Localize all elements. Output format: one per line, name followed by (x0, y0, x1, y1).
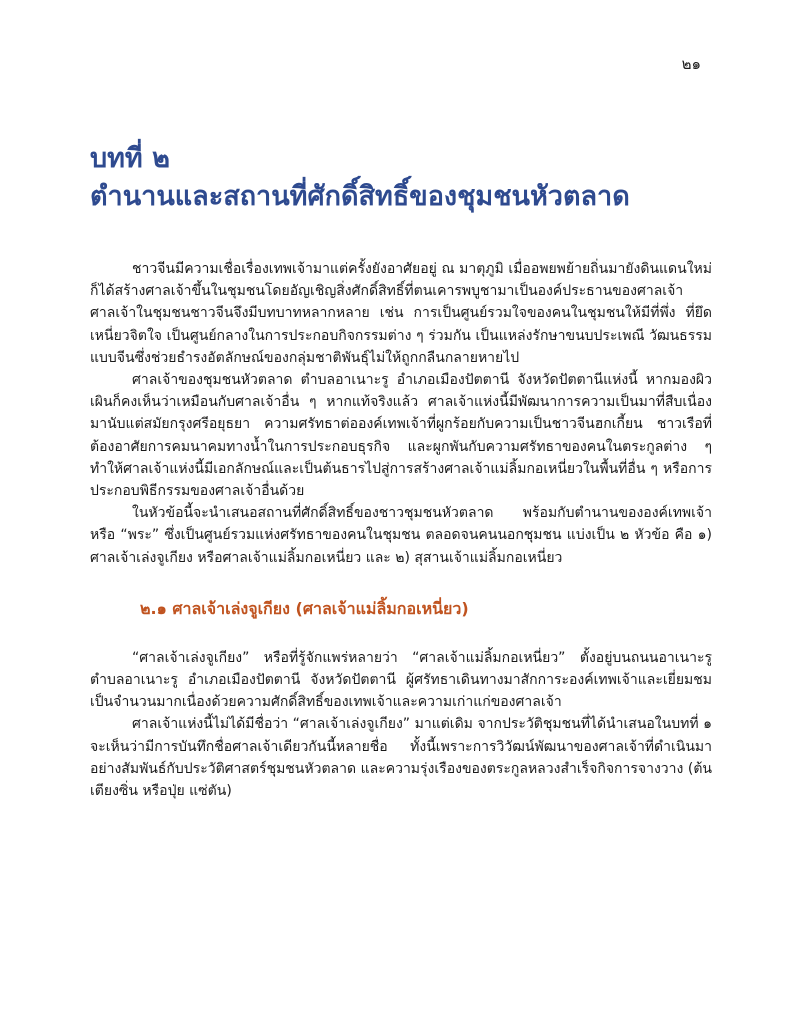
chapter-heading (90, 140, 730, 216)
section-heading: ๒.๑ ศาลเจ้าเล่งจูเกียง (ศาลเจ้าแม่ลิ้มกอเหนี่ยว) (140, 598, 469, 618)
paragraph-3: ในหัวข้อนี้จะนำเสนอสถานที่ศักดิ์สิทธิ์ของชาวชุมชนหัวตลาด พร้อมกับตำนานขององค์เทพเจ้า หรือ “พระ” ซึ่งเป็นศูนย์รวมแห่งศรัทธาของคนในชุมชน ตลอดจนคนนอกชุมชน แบ่งเป็น ๒ หัวข้อ คือ ๑) ศาลเจ้าเล่งจูเกียง หรือศาลเจ้าแม่ลิ้มกอเหนี่ยว และ ๒) สุสานเจ้าแม่ลิ้มกอเหนี่ยว (90, 505, 712, 566)
page-number: ๒๑ (681, 55, 701, 73)
section-paragraph-1: “ศาลเจ้าเล่งจูเกียง” หรือที่รู้จักแพร่หลายว่า “ศาลเจ้าแม่ลิ้มกอเหนี่ยว” ตั้งอยู่บนถนนอาเนาะรู ตำบลอาเนาะรู อำเภอเมืองปัตตานี จังหวัดปัตตานี ผู้ศรัทธาเดินทางมาสักการะองค์เทพเจ้าและเยี่ยมชมเป็นจำนวนมากเนื่องด้วยความศักดิ์สิทธิ์ของเทพเจ้าและความเก่าแก่ของศาลเจ้า (90, 649, 712, 711)
chapter-title: ตำนานและสถานที่ศักดิ์สิทธิ์ของชุมชนหัวตลาด (90, 181, 630, 212)
body-content (90, 258, 712, 802)
paragraph-2: ศาลเจ้าของชุมชนหัวตลาด ตำบลอาเนาะรู อำเภอเมืองปัตตานี จังหวัดปัตตานีแห่งนี้ หากมองผิวเผินก็คงเห็นว่าเหมือนกับศาลเจ้าอื่น ๆ หากแท้จริงแล้ว ศาลเจ้าแห่งนี้มีพัฒนาการความเป็นมาที่สืบเนื่องมานับแต่สมัยกรุงศรีอยุธยา ความศรัทธาต่อองค์เทพเจ้าที่ผูกร้อยกับความเป็นชาวจีนฮกเกี้ยน ชาวเรือที่ต้องอาศัยการคมนาคมทางน้ำในการประกอบธุรกิจ และผูกพันกับความศรัทธาของคนในตระกูลต่าง ๆ ทำให้ศาลเจ้าแห่งนี้มีเอกลักษณ์และเป็นต้นธารไปสู่การสร้างศาลเจ้าแม่ลิ้มกอเหนี่ยวในพื้นที่อื่น ๆ หรือการประกอบพิธีกรรมของศาลเจ้าอื่นด้วย (90, 372, 712, 500)
section-paragraph-2: ศาลเจ้าแห่งนี้ไม่ได้มีชื่อว่า “ศาลเจ้าเล่งจูเกียง” มาแต่เดิม จากประวัติชุมชนที่ได้นำเสนอในบทที่ ๑ จะเห็นว่ามีการบันทึกชื่อศาลเจ้าเดียวกันนี้หลายชื่อ ทั้งนี้เพราะการวิวัฒน์พัฒนาของศาลเจ้าที่ดำเนินมาอย่างสัมพันธ์กับประวัติศาสตร์ชุมชนหัวตลาด และความรุ่งเรืองของตระกูลหลวงสำเร็จกิจการจางวาง (ต้นเตียงซิ่น หรือปุ่ย แซ่ตัน) (90, 716, 712, 800)
paragraph-1: ชาวจีนมีความเชื่อเรื่องเทพเจ้ามาแต่ครั้งยังอาศัยอยู่ ณ มาตุภูมิ เมื่ออพยพย้ายถิ่นมายังดินแดนใหม่ก็ได้สร้างศาลเจ้าขึ้นในชุมชนโดยอัญเชิญสิ่งศักดิ์สิทธิ์ที่ตนเคารพบูชามาเป็นองค์ประธานของศาลเจ้า ศาลเจ้าในชุมชนชาวจีนจึงมีบทบาทหลากหลาย เช่น การเป็นศูนย์รวมใจของคนในชุมชนให้มีที่พึ่ง ที่ยึดเหนี่ยวจิตใจ เป็นศูนย์กลางในการประกอบกิจกรรมต่าง ๆ ร่วมกัน เป็นแหล่งรักษาขนบประเพณี วัฒนธรรมแบบจีนซึ่งช่วยธำรงอัตลักษณ์ของกลุ่มชาติพันธุ์ไม่ให้ถูกกลืนกลายหายไป (90, 261, 712, 366)
chapter-number: บทที่ ๒ (90, 143, 170, 174)
